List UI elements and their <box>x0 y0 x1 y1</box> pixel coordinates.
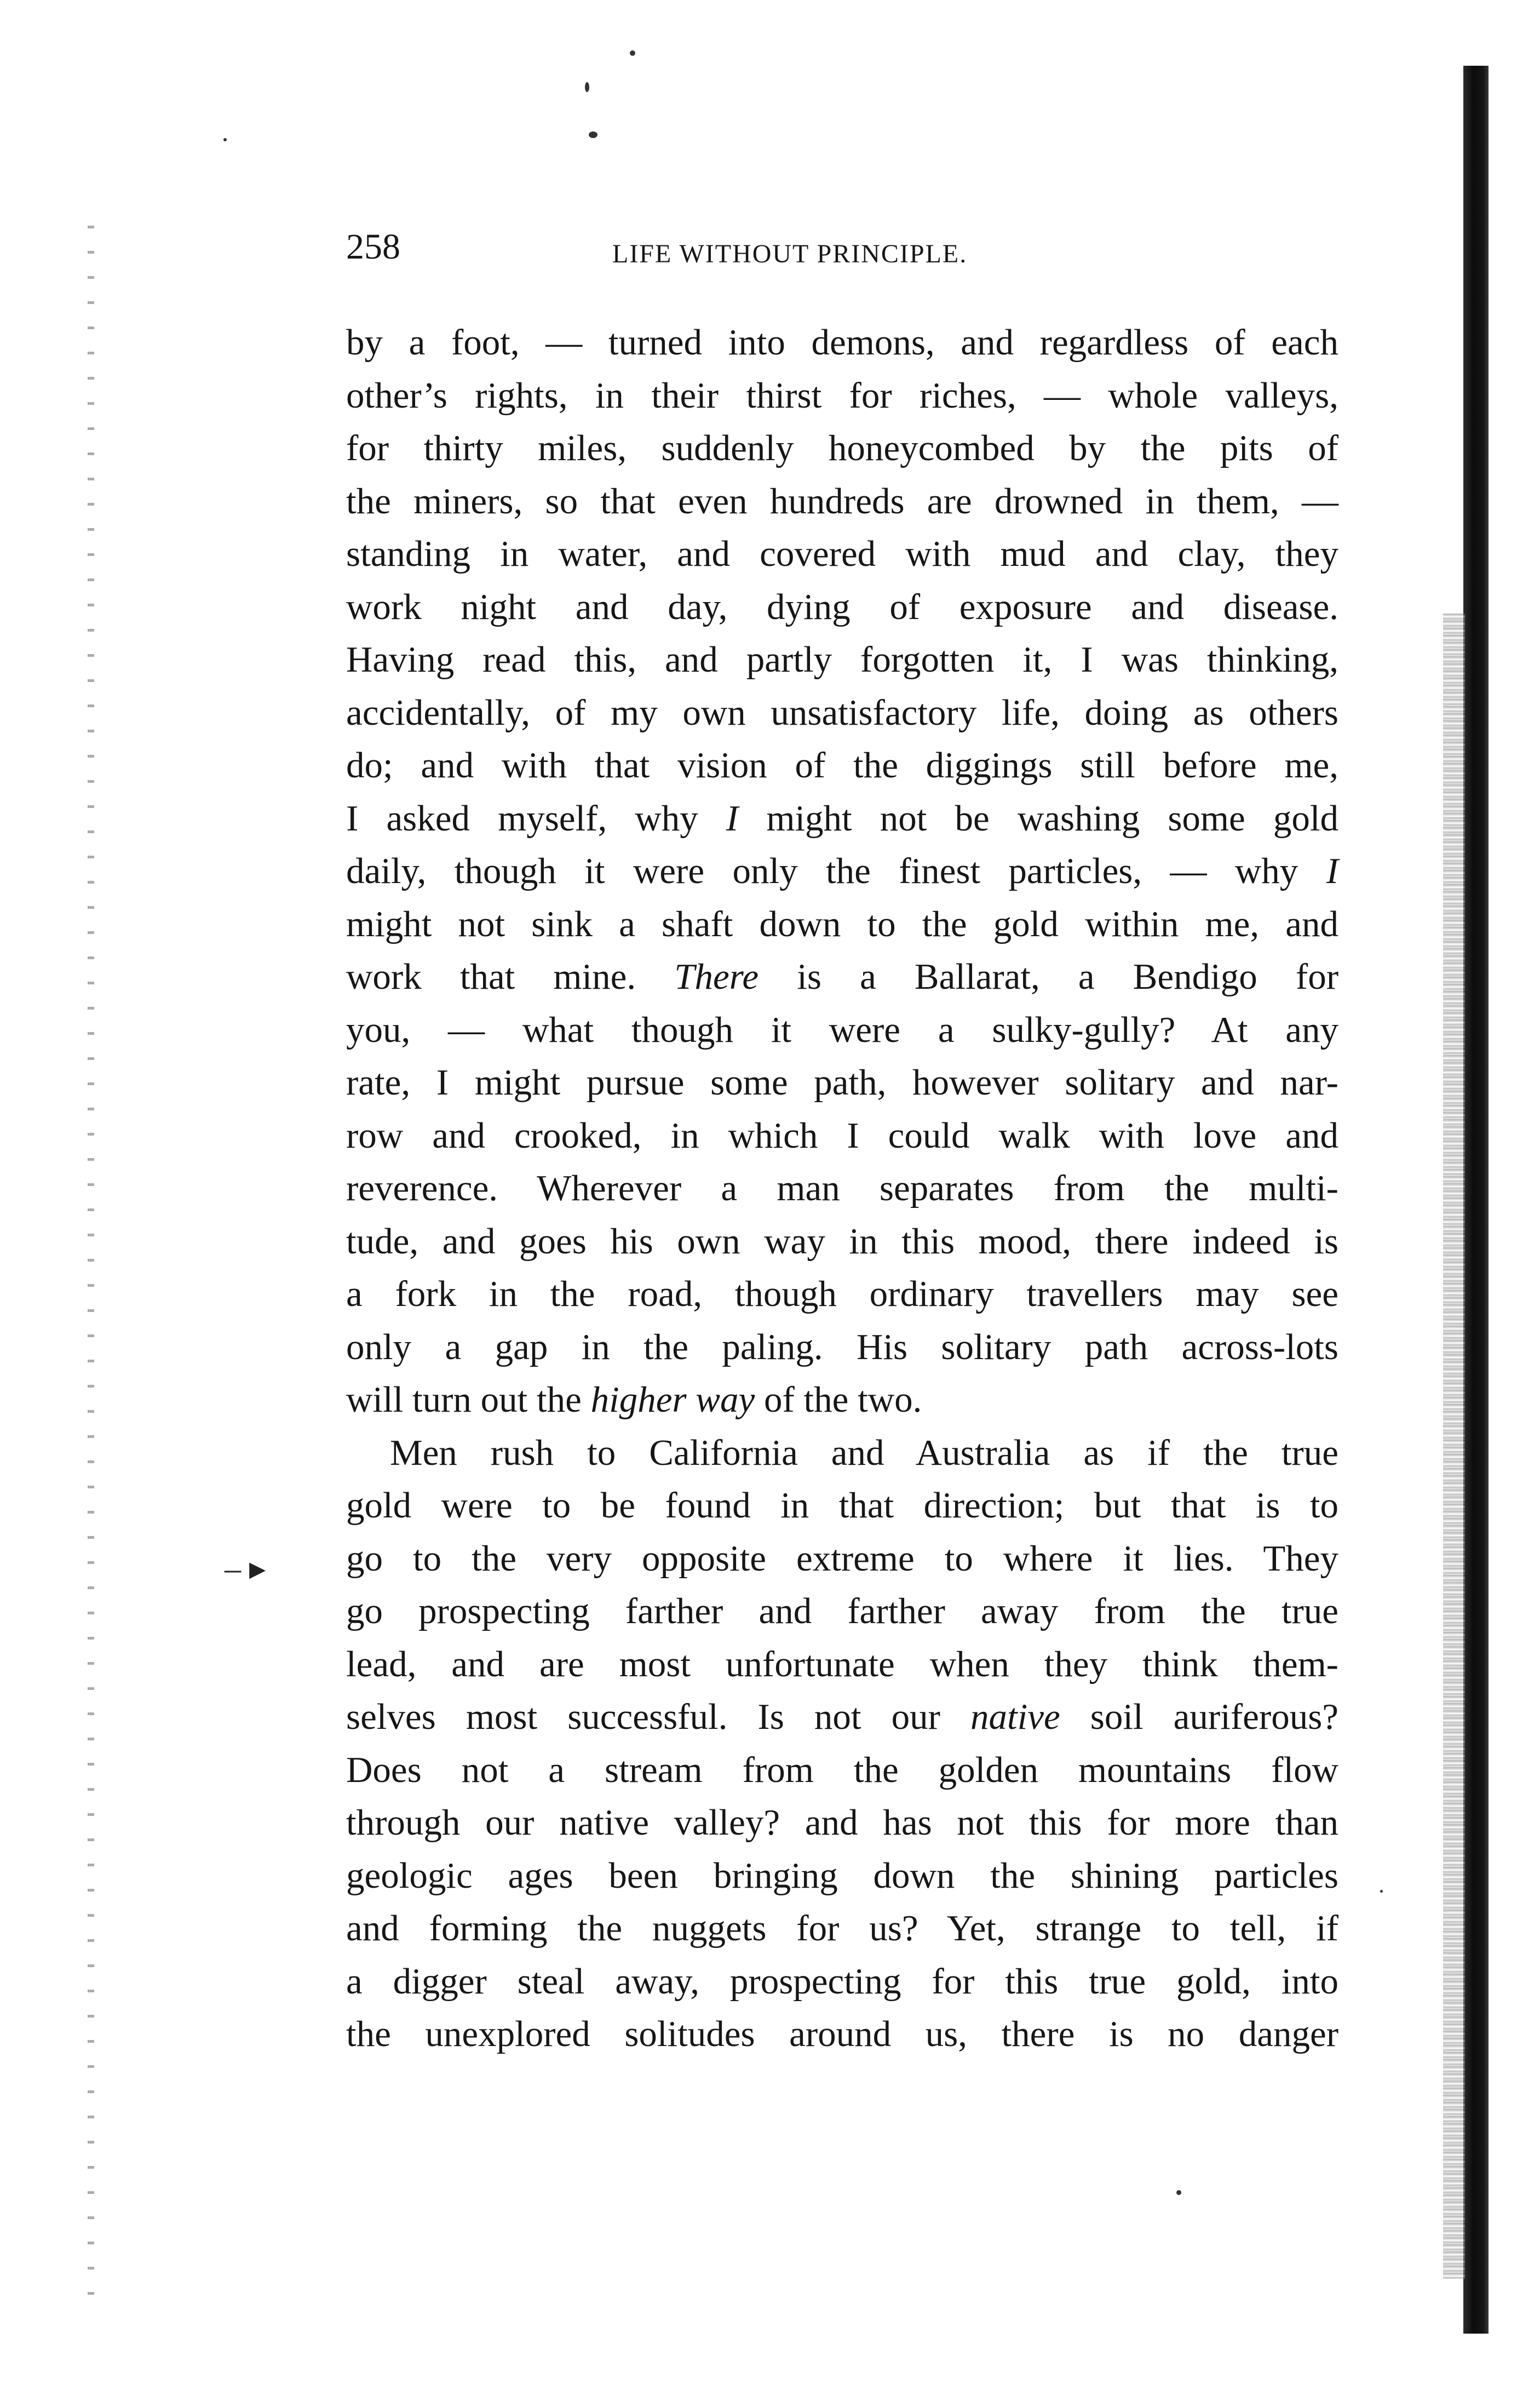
text-line: through our native valley? and has not this for more than <box>346 1802 1338 1843</box>
text-run: selves most successful. Is not our <box>346 1697 940 1737</box>
speck <box>1176 2190 1181 2195</box>
italic-run: I <box>726 798 739 839</box>
text-line: work night and day, dying of exposure and disease. <box>346 586 1338 627</box>
text-line: row and crooked, in which I could walk with love and <box>346 1115 1338 1156</box>
text-line <box>346 845 1338 898</box>
text-line: might not sink a shaft down to the gold within me, and <box>346 903 1338 944</box>
text-line: accidentally, of my own unsatisfactory life, doing as others <box>346 692 1338 733</box>
text-line <box>346 1373 1338 1426</box>
text-run: is a Ballarat, a Bendigo for <box>797 956 1339 997</box>
text-run: daily, though it were only the finest particles, — why <box>346 851 1298 891</box>
italic-run: native <box>970 1697 1060 1737</box>
binding-edge-texture <box>1443 614 1465 2279</box>
binding-edge <box>1463 66 1489 2334</box>
italic-run: I <box>1326 851 1338 891</box>
text-run: soil auriferous? <box>1090 1697 1339 1737</box>
text-line: standing in water, and covered with mud and clay, they <box>346 534 1338 574</box>
running-title: LIFE WITHOUT PRINCIPLE. <box>612 239 968 268</box>
text-line: Having read this, and partly forgotten it, I was thinking, <box>346 639 1338 680</box>
text-line: go prospecting farther and farther away from the true <box>346 1591 1338 1631</box>
text-line: Men rush to California and Australia as if the true <box>390 1432 1338 1473</box>
left-margin-marks <box>66 214 115 2295</box>
text-run: of the two. <box>763 1379 922 1420</box>
speck <box>585 82 589 92</box>
text-run: will turn out the <box>346 1379 582 1420</box>
text-line: tude, and goes his own way in this mood, there indeed is <box>346 1220 1338 1262</box>
text-line: rate, I might pursue some path, however solitary and nar- <box>346 1062 1338 1103</box>
speck <box>223 138 227 141</box>
body-text <box>346 316 1338 2061</box>
text-line: only a gap in the paling. His solitary path across-lots <box>346 1326 1338 1367</box>
text-line: the unexplored solitudes around us, there is no danger <box>346 2014 1338 2054</box>
speck <box>1380 1890 1383 1893</box>
italic-run: higher way <box>590 1379 755 1420</box>
text-line: for thirty miles, suddenly honeycombed by the pits of <box>346 428 1338 468</box>
text-line: a digger steal away, prospecting for this true gold, into <box>346 1961 1338 2002</box>
text-line: geologic ages been bringing down the shining particles <box>346 1855 1338 1896</box>
page-number: 258 <box>346 227 400 267</box>
text-line: and forming the nuggets for us? Yet, strange to tell, if <box>346 1908 1338 1949</box>
text-line <box>346 792 1338 845</box>
margin-arrow-mark: ‒ ▸ <box>225 1550 266 1586</box>
text-line: Does not a stream from the golden mountains flow <box>346 1749 1338 1790</box>
text-line: go to the very opposite extreme to where it lies. They <box>346 1538 1338 1579</box>
text-line: reverence. Wherever a man separates from the multi- <box>346 1168 1338 1208</box>
text-line: a fork in the road, though ordinary travellers may see <box>346 1274 1338 1314</box>
text-line: lead, and are most unfortunate when they think them- <box>346 1643 1338 1684</box>
text-line: by a foot, — turned into demons, and regardless of each <box>346 322 1338 363</box>
text-line: the miners, so that even hundreds are drowned in them, — <box>346 480 1338 522</box>
text-line: other’s rights, in their thirst for riches, — whole valleys, <box>346 375 1338 416</box>
italic-run: There <box>674 956 759 997</box>
speck <box>589 131 597 138</box>
text-run: might not be washing some gold <box>766 798 1339 839</box>
text-line: do; and with that vision of the diggings still before me, <box>346 745 1338 786</box>
speck <box>630 50 635 56</box>
text-line <box>346 1691 1338 1744</box>
text-run: work that mine. <box>346 956 636 997</box>
text-run: I asked myself, why <box>346 798 698 839</box>
text-line <box>346 950 1338 1004</box>
text-line: gold were to be found in that direction; but that is to <box>346 1485 1338 1526</box>
text-line: you, — what though it were a sulky-gully? At any <box>346 1009 1338 1050</box>
